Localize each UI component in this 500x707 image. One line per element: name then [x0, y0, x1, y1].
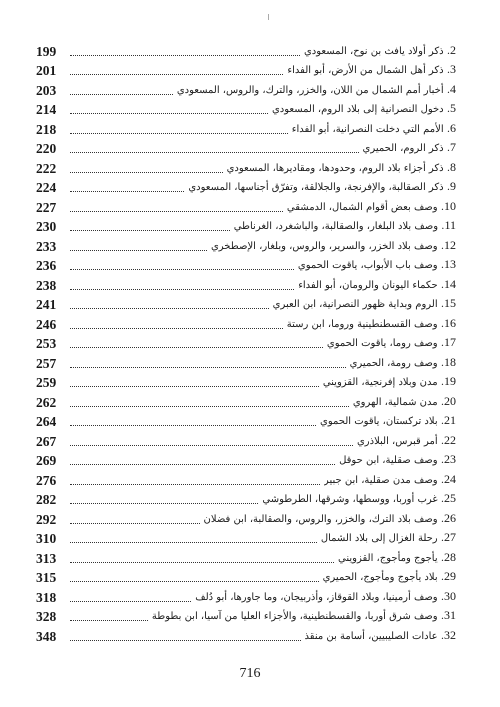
- toc-entry-title-line: [152, 607, 456, 625]
- toc-entry-page: 269: [36, 453, 57, 468]
- toc-entry: [36, 177, 456, 197]
- number-separator: .: [437, 377, 444, 388]
- number-separator: .: [437, 630, 444, 642]
- toc-entry-title: مدن شمالية، الهروي: [352, 396, 438, 408]
- toc-entry-title: ذكر أجزاء بلاد الروم، وحدودها، ومقاديرها، المسعودي: [226, 162, 444, 174]
- dot-leader: [70, 580, 319, 582]
- toc-entry-page: 214: [36, 102, 57, 117]
- toc-entry: [36, 469, 456, 489]
- toc-entry-page: 220: [36, 141, 57, 156]
- number-separator: .: [437, 396, 444, 408]
- toc-entry-page: 276: [36, 472, 57, 488]
- toc-entry-number: 31: [444, 608, 456, 622]
- toc-entry-title-line: [204, 510, 456, 528]
- toc-entry-page: 201: [36, 63, 57, 78]
- dot-leader: [70, 346, 323, 348]
- toc-entry-page: 315: [36, 570, 57, 585]
- dot-leader: [70, 171, 223, 173]
- number-separator: .: [437, 552, 444, 564]
- toc-entry-number: 7: [450, 140, 456, 154]
- toc-entry-page: 238: [36, 277, 57, 293]
- toc-entry: [36, 391, 456, 411]
- toc-entry: [36, 547, 456, 567]
- dot-leader: [70, 73, 283, 75]
- toc-entry-number: 24: [444, 471, 456, 486]
- toc-entry: [36, 216, 456, 236]
- dot-leader: [70, 405, 349, 407]
- number-separator: .: [437, 201, 444, 213]
- number-separator: .: [437, 279, 444, 291]
- toc-entry-number: 3: [450, 62, 456, 76]
- toc-entry-title: أخبار أمم الشمال من اللان، والخزر، والترك، والروس، المسعودي: [176, 84, 444, 96]
- toc-entry-title: ذكر الروم، الحميري: [362, 143, 444, 154]
- toc-entry-number: 19: [444, 374, 456, 388]
- number-separator: .: [443, 104, 450, 115]
- toc-entry-page: 222: [36, 160, 57, 176]
- toc-entry-page: 292: [36, 511, 57, 527]
- toc-entry-page: 328: [36, 609, 57, 624]
- toc-entry-number: 29: [444, 569, 456, 583]
- toc-entry-title-line: [195, 588, 456, 606]
- dot-leader: [70, 522, 200, 524]
- number-separator: .: [443, 182, 450, 193]
- toc-entry-title: وصف رومة، الحميري: [349, 357, 438, 369]
- toc-entry-title-line: [338, 549, 456, 567]
- number-separator: .: [443, 84, 450, 96]
- dot-leader: [70, 541, 317, 543]
- toc-entry-number: 6: [450, 120, 456, 135]
- toc-entry-number: 18: [444, 354, 456, 369]
- toc-entry: [36, 411, 456, 431]
- toc-entry-number: 12: [444, 237, 456, 252]
- toc-entry-title: وصف روما، ياقوت الحموي: [326, 338, 438, 349]
- number-separator: .: [437, 611, 444, 622]
- toc-entry-title: وصف القسطنطينية وروما، ابن رستة: [286, 318, 438, 330]
- toc-entry-number: 28: [444, 549, 456, 564]
- toc-entry-title-line: [304, 42, 456, 60]
- dot-leader: [70, 327, 283, 329]
- dot-leader: [70, 112, 268, 114]
- table-of-contents: [36, 40, 456, 645]
- toc-entry-number: 30: [444, 588, 456, 603]
- toc-entry-title-line: [177, 81, 456, 99]
- toc-entry-page: 236: [36, 258, 57, 273]
- dot-leader: [70, 385, 319, 387]
- toc-entry-title-line: [272, 100, 456, 118]
- toc-entry-number: 15: [444, 296, 456, 310]
- toc-entry: [36, 352, 456, 372]
- toc-entry: [36, 586, 456, 606]
- dot-leader: [70, 561, 334, 563]
- toc-entry-page: 313: [36, 550, 57, 566]
- number-separator: .: [437, 338, 444, 349]
- toc-entry-title: أمر قبرس، البلاذري: [356, 435, 438, 447]
- toc-entry-title-line: [324, 471, 456, 489]
- toc-entry-number: 4: [450, 81, 456, 96]
- toc-entry-title-line: [339, 451, 456, 469]
- toc-entry-number: 9: [450, 179, 456, 193]
- toc-entry-title: رحلة الغزال إلى بلاد الشمال: [320, 533, 438, 544]
- toc-entry: [36, 274, 456, 294]
- toc-entry-page: 259: [36, 375, 57, 390]
- toc-entry: [36, 60, 456, 80]
- toc-entry-page: 257: [36, 355, 57, 371]
- toc-entry-page: 199: [36, 43, 57, 59]
- toc-entry-page: 264: [36, 414, 57, 429]
- toc-entry-number: 22: [444, 432, 456, 447]
- toc-entry-title: وصف باب الأبواب، ياقوت الحموي: [297, 260, 438, 271]
- toc-entry-page: 218: [36, 121, 57, 137]
- toc-entry: [36, 508, 456, 528]
- toc-entry-title: ذكر الصقالبة، والإفرنجة، والجلالقة، وتفرّق أجناسها، المسعودي: [188, 182, 444, 193]
- toc-entry-title-line: [287, 61, 456, 79]
- toc-entry: [36, 489, 456, 509]
- number-separator: .: [443, 123, 450, 135]
- toc-entry-title-line: [211, 237, 456, 255]
- toc-entry-title: وصف بلاد الترك، والخزر، والروس، والصقالبة، ابن فضلان: [203, 513, 438, 525]
- toc-entry-number: 26: [444, 510, 456, 525]
- number-separator: .: [443, 162, 450, 174]
- dot-leader: [70, 268, 294, 270]
- number-separator: .: [437, 455, 444, 466]
- dot-leader: [70, 54, 300, 56]
- toc-entry-title-line: [262, 490, 456, 508]
- toc-entry-title-line: [227, 159, 456, 177]
- dot-leader: [70, 639, 301, 641]
- dot-leader: [70, 249, 207, 251]
- toc-entry-number: 25: [444, 491, 456, 505]
- dot-leader: [70, 463, 335, 465]
- toc-entry-title: ذكر أهل الشمال من الأرض، أبو الفداء: [287, 65, 444, 76]
- toc-entry: [36, 157, 456, 177]
- toc-entry-title-line: [323, 568, 456, 586]
- dot-leader: [70, 132, 288, 134]
- toc-entry-page: 241: [36, 297, 57, 312]
- toc-entry: [36, 294, 456, 314]
- toc-entry-title-line: [357, 432, 456, 450]
- dot-leader: [70, 366, 346, 368]
- toc-entry: [36, 625, 456, 645]
- toc-entry-page: 282: [36, 492, 57, 507]
- toc-entry-number: 32: [444, 627, 456, 642]
- number-separator: .: [437, 474, 444, 486]
- toc-entry-title-line: [323, 373, 456, 391]
- number-separator: .: [437, 318, 444, 330]
- toc-entry-title: غرب أوربا، ووسطها، وشرقها، الطرطوشي: [262, 494, 438, 505]
- toc-entry: [36, 313, 456, 333]
- toc-entry-title: وصف بلاد البلغار، والصقالبة، والباشغرد، الغرناطي: [233, 221, 439, 232]
- toc-entry-title-line: [273, 295, 456, 313]
- toc-entry-number: 8: [450, 159, 456, 174]
- dot-leader: [70, 483, 320, 485]
- toc-entry-page: 230: [36, 219, 57, 234]
- toc-entry-number: 20: [444, 393, 456, 408]
- page-number: 716: [239, 666, 261, 681]
- dot-leader: [70, 190, 184, 192]
- toc-entry-title-line: [305, 627, 456, 645]
- toc-entry: [36, 450, 456, 470]
- number-separator: .: [437, 435, 444, 447]
- toc-entry-title: وصف شرق أوربا، والقسطنطينية، والأجزاء العليا من آسيا، ابن بطوطة: [151, 611, 438, 622]
- toc-entry-number: 13: [444, 257, 456, 271]
- toc-entry-number: 2: [450, 42, 456, 57]
- toc-entry-title: ذكر أولاد يافث بن نوح، المسعودي: [303, 45, 444, 57]
- dot-leader: [70, 424, 316, 426]
- number-separator: .: [438, 221, 445, 232]
- toc-entry-title: دخول النصرانية إلى بلاد الروم، المسعودي: [271, 104, 444, 115]
- top-mark: [268, 14, 269, 20]
- toc-entry: [36, 372, 456, 392]
- toc-entry: [36, 567, 456, 587]
- number-separator: .: [437, 357, 444, 369]
- toc-entry-title: وصف صقلية، ابن حوقل: [339, 455, 438, 466]
- toc-entry-title: وصف مدن صقلية، ابن جبير: [323, 474, 438, 486]
- toc-entry-page: 233: [36, 238, 57, 254]
- number-separator: .: [437, 299, 444, 310]
- toc-entry-title: بلاد يأجوج ومأجوج، الحميري: [322, 572, 438, 583]
- toc-entry-title: عادات الصليبيين، أسامة بن منقذ: [304, 630, 438, 642]
- toc-entry: [36, 235, 456, 255]
- toc-entry: [36, 40, 456, 60]
- toc-entry: [36, 528, 456, 548]
- toc-entry-number: 17: [444, 335, 456, 349]
- toc-entry-page: 227: [36, 199, 57, 215]
- toc-entry: [36, 99, 456, 119]
- toc-entry-page: 253: [36, 336, 57, 351]
- number-separator: .: [437, 260, 444, 271]
- toc-entry-title-line: [298, 256, 456, 274]
- toc-entry: [36, 333, 456, 353]
- number-separator: .: [437, 513, 444, 525]
- toc-entry-title: وصف بلاد الخزر، والسرير، والروس، وبلغار، الإصطخري: [210, 240, 438, 252]
- toc-entry-page: 246: [36, 316, 57, 332]
- dot-leader: [70, 502, 258, 504]
- toc-entry-title-line: [363, 139, 456, 157]
- number-separator: .: [437, 416, 444, 427]
- number-separator: .: [443, 143, 450, 154]
- toc-entry-title: وصف بعض أقوام الشمال، الدمشقي: [286, 201, 438, 213]
- toc-entry-title-line: [321, 529, 456, 547]
- toc-entry-number: 10: [444, 198, 456, 213]
- toc-entry-page: 267: [36, 433, 57, 449]
- toc-entry-title-line: [320, 412, 456, 430]
- dot-leader: [70, 93, 173, 95]
- number-separator: .: [437, 572, 444, 583]
- number-separator: .: [437, 533, 444, 544]
- toc-entry-title-line: [327, 334, 456, 352]
- toc-entry-title-line: [350, 354, 456, 372]
- number-separator: .: [443, 45, 450, 57]
- number-separator: .: [437, 494, 444, 505]
- toc-entry-number: 23: [444, 452, 456, 466]
- toc-entry: [36, 79, 456, 99]
- dot-leader: [70, 151, 359, 153]
- toc-entry-number: 11: [444, 218, 456, 232]
- dot-leader: [70, 288, 294, 290]
- toc-entry-title-line: [188, 178, 456, 196]
- toc-entry-number: 16: [444, 315, 456, 330]
- dot-leader: [70, 444, 353, 446]
- toc-entry-page: 318: [36, 589, 57, 605]
- toc-entry-title: مدن وبلاد إفرنجية، القزويني: [322, 377, 438, 388]
- toc-entry-title-line: [292, 120, 456, 138]
- number-separator: .: [443, 65, 450, 76]
- toc-entry-number: 5: [450, 101, 456, 115]
- toc-entry-title-line: [298, 276, 456, 294]
- toc-entry: [36, 118, 456, 138]
- toc-entry-page: 310: [36, 531, 57, 546]
- toc-entry-number: 27: [444, 530, 456, 544]
- dot-leader: [70, 619, 148, 621]
- toc-entry: [36, 606, 456, 626]
- toc-entry-number: 21: [444, 413, 456, 427]
- toc-entry-number: 14: [444, 276, 456, 291]
- toc-entry-title: الروم وبداية ظهور النصرانية، ابن العبري: [272, 299, 438, 310]
- toc-entry: [36, 196, 456, 216]
- toc-entry-page: 262: [36, 394, 57, 410]
- dot-leader: [70, 210, 283, 212]
- dot-leader: [70, 600, 191, 602]
- number-separator: .: [437, 240, 444, 252]
- toc-entry-title-line: [353, 393, 456, 411]
- toc-entry-title: بلاد تركستان، ياقوت الحموي: [320, 416, 438, 427]
- toc-entry-title: وصف أرمينيا، وبلاد القوقاز، وأذربيجان، وما جاورها، أبو دُلف: [195, 591, 438, 603]
- toc-entry-page: 203: [36, 82, 57, 98]
- toc-entry-title: الأمم التي دخلت النصرانية، أبو الفداء: [291, 123, 444, 135]
- dot-leader: [70, 229, 230, 231]
- toc-entry-page: 348: [36, 628, 57, 644]
- number-separator: .: [437, 591, 444, 603]
- toc-entry-page: 224: [36, 180, 57, 195]
- toc-entry: [36, 138, 456, 158]
- toc-entry-title-line: [287, 315, 456, 333]
- toc-entry-title-line: [234, 217, 456, 235]
- toc-entry: [36, 430, 456, 450]
- dot-leader: [70, 307, 269, 309]
- toc-entry-title: حكماء اليونان والرومان، أبو الفداء: [298, 279, 438, 291]
- toc-entry-title: يأجوج ومأجوج، القزويني: [338, 552, 438, 564]
- toc-entry-title-line: [287, 198, 456, 216]
- toc-entry: [36, 255, 456, 275]
